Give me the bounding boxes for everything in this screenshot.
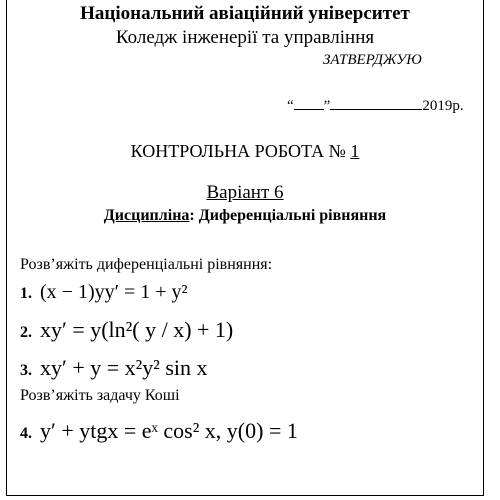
university-name: Національний авіаційний університет xyxy=(80,3,410,24)
discipline-label: Дисципліна xyxy=(103,207,190,224)
date-year: 2019р. xyxy=(422,98,464,114)
test-number: 1 xyxy=(350,141,360,161)
task-formula: xy′ = y(ln²( y / x) + 1) xyxy=(40,317,234,342)
task-formula: (x − 1)yy′ = 1 + y² xyxy=(40,281,188,303)
instruction-equations: Розв’яжіть диференціальні рівняння: xyxy=(20,256,273,273)
task-formula: y′ + ytgx = eˣ cos² x, y(0) = 1 xyxy=(40,418,298,443)
day-blank xyxy=(294,97,324,110)
college-name: Коледж інженерії та управління xyxy=(115,27,375,48)
task-number: 1. xyxy=(20,285,32,302)
discipline-value: : Диференціальні рівняння xyxy=(189,207,387,224)
task-number: 3. xyxy=(20,362,32,379)
date-close-quote: ” xyxy=(323,98,331,114)
instruction-cauchy: Розв’яжіть задачу Коші xyxy=(20,387,180,404)
task-4 xyxy=(20,418,298,444)
task-number: 2. xyxy=(20,324,32,341)
variant-title: Варіант 6 xyxy=(206,182,284,203)
task-1 xyxy=(20,281,188,304)
discipline xyxy=(7,207,483,225)
task-formula: xy′ + y = x²y² sin x xyxy=(40,355,208,380)
month-blank xyxy=(330,97,422,110)
date-open-quote: “ xyxy=(287,98,294,114)
approval-date xyxy=(287,97,464,115)
exam-sheet xyxy=(6,0,484,496)
approve-label: ЗАТВЕРДЖУЮ xyxy=(323,52,422,68)
task-3 xyxy=(20,355,208,381)
test-title-text: КОНТРОЛЬНА РОБОТА № xyxy=(130,141,346,161)
task-2 xyxy=(20,317,233,343)
task-number: 4. xyxy=(20,425,32,442)
test-title xyxy=(7,141,483,162)
